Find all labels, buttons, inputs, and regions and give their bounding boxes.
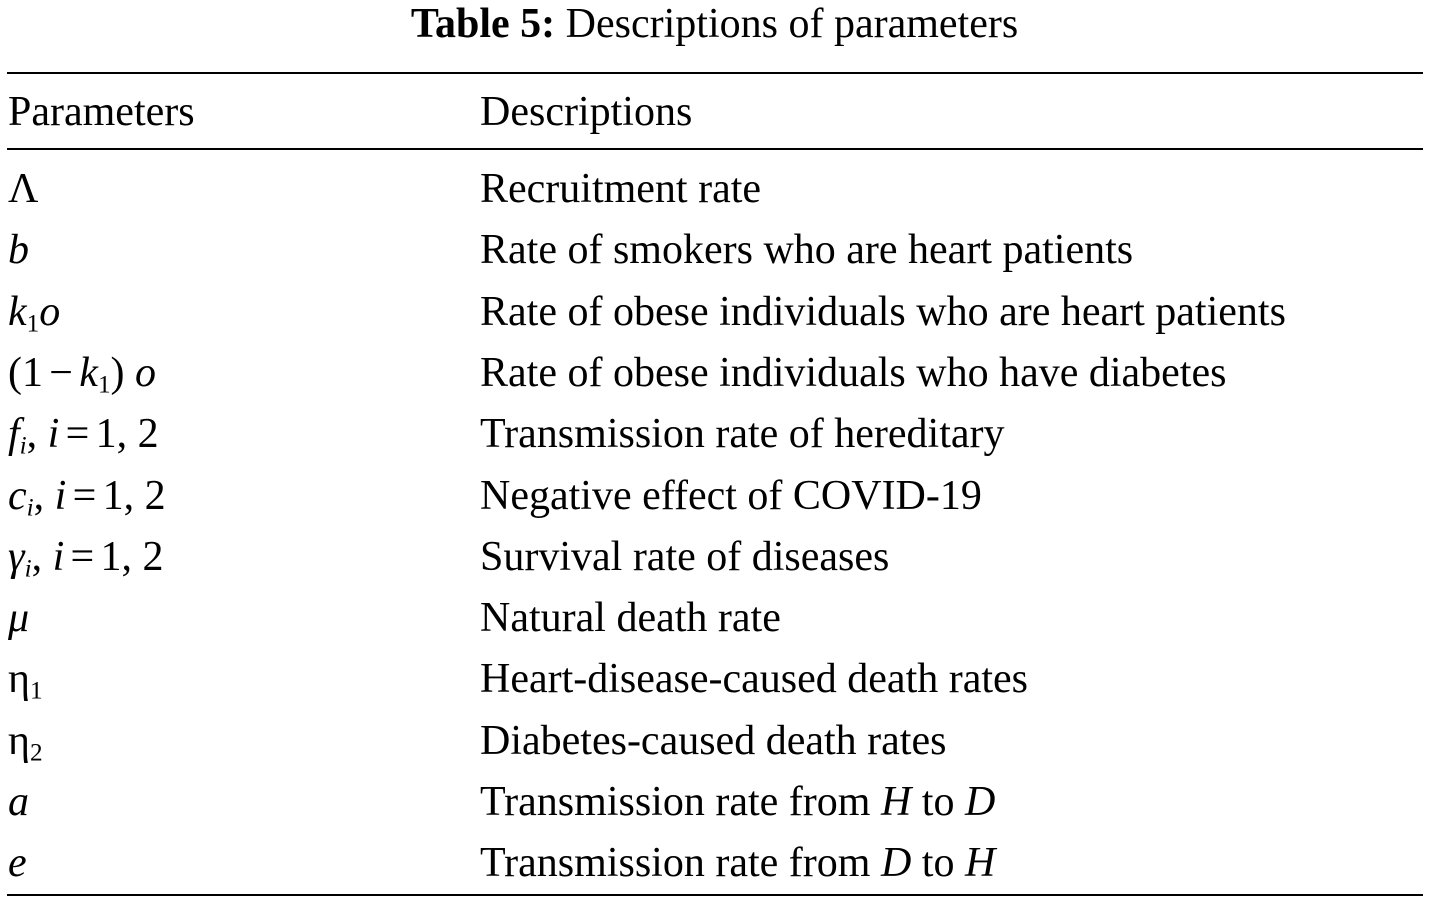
parameter-cell: $f_i$, i = 1, 2 — [8, 411, 159, 460]
table-row — [0, 590, 1429, 646]
table-row — [0, 161, 1429, 217]
description-cell: Survival rate of diseases — [480, 533, 890, 580]
header-descriptions: Descriptions — [480, 89, 693, 135]
parameter-cell: b — [8, 227, 29, 274]
table-header — [0, 84, 1429, 140]
description-cell: Rate of obese individuals who have diabetes — [480, 349, 1227, 396]
parameter-cell: $k_1o$ — [8, 288, 61, 337]
caption-text: Descriptions of parameters — [565, 1, 1019, 47]
table-row — [0, 468, 1429, 524]
parameter-cell: $\gamma_i$, i = 1, 2 — [8, 533, 164, 583]
table-row — [0, 835, 1429, 891]
description-cell: Heart-disease-caused death rates — [480, 656, 1029, 703]
description-cell: Transmission rate from D to H — [480, 840, 996, 887]
table-row — [0, 713, 1429, 769]
description-cell: Rate of obese individuals who are heart patients — [480, 288, 1286, 335]
table-caption — [0, 0, 1429, 50]
parameter-cell: e — [8, 840, 27, 887]
table-row — [0, 345, 1429, 401]
parameter-cell: $(1 - k_1)$ o — [8, 349, 157, 399]
description-cell: Rate of smokers who are heart patients — [480, 227, 1134, 274]
description-cell: Recruitment rate — [480, 166, 762, 212]
table-row — [0, 529, 1429, 585]
description-cell: Negative effect of COVID-19 — [480, 472, 982, 519]
parameter-cell: a — [8, 779, 29, 825]
parameter-cell: Λ — [8, 166, 39, 212]
caption-label: Table 5: — [410, 1, 556, 47]
table-row — [0, 406, 1429, 462]
bottom-rule — [7, 894, 1423, 896]
header-parameters: Parameters — [8, 89, 195, 135]
parameter-cell: $c_i$, i = 1, 2 — [8, 472, 166, 521]
description-cell: Natural death rate — [480, 595, 781, 642]
parameter-cell: $\eta_1$ — [8, 656, 43, 705]
table-row — [0, 774, 1429, 830]
table-row — [0, 651, 1429, 707]
table-row — [0, 222, 1429, 278]
top-rule — [7, 72, 1423, 74]
header-rule — [7, 148, 1423, 150]
description-cell: Transmission rate of hereditary — [480, 411, 1005, 458]
parameter-cell: $\eta_2$ — [8, 717, 43, 766]
parameter-cell: μ — [8, 595, 30, 642]
description-cell: Transmission rate from H to D — [480, 779, 996, 825]
description-cell: Diabetes-caused death rates — [480, 717, 947, 764]
table-row — [0, 284, 1429, 340]
